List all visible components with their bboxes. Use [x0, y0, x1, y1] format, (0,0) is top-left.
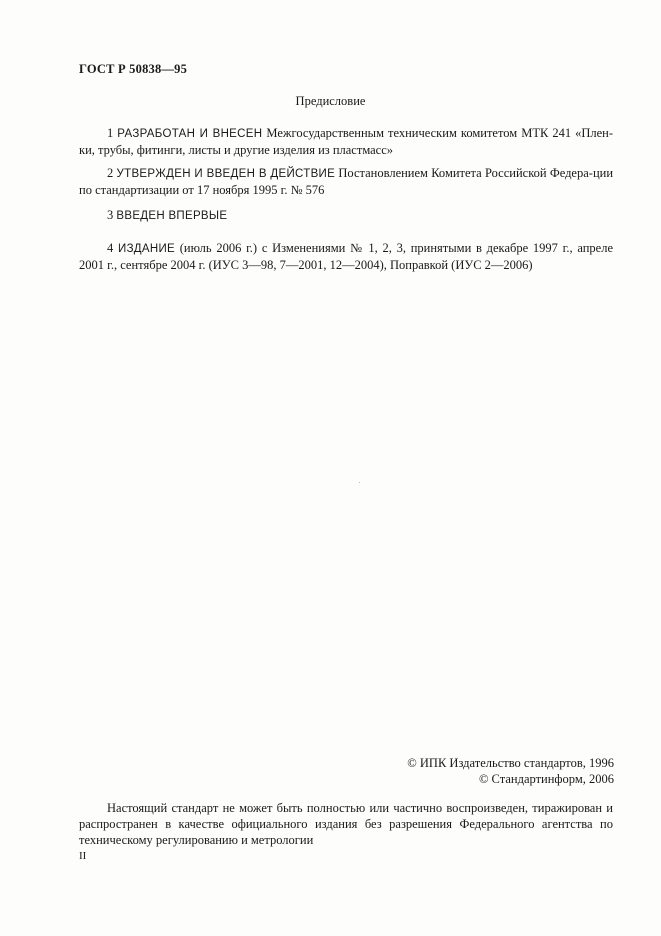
item-number: 2: [107, 166, 114, 180]
foreword-item-4: [79, 240, 613, 273]
document-code: ГОСТ Р 50838—95: [79, 62, 188, 76]
scan-speck: [359, 482, 360, 483]
item-text: (июль 2006 г.) с Изменениями № 1, 2, 3, принятыми в декабре 1997 г., апреле 2001 г., сентябре 2004 г. (ИУС 3—98, 7—2001, 12—2004), Поправкой (ИУС 2—2006): [79, 241, 614, 272]
item-text: Межгосударственным техническим комитетом МТК 241 «Плен-ки, трубы, фитинги, листы и другие изделия из пластмасс»: [79, 126, 614, 157]
page-number: II: [79, 850, 87, 862]
reproduction-notice: Настоящий стандарт не может быть полностью или частично воспроизведен, тиражирован и распространен в качестве официального издания без разрешения Федерального агентства по техническому регулированию и метрологии: [79, 801, 613, 847]
item-number: 4: [107, 241, 114, 255]
section-heading: Предисловие: [295, 94, 366, 108]
item-number: 3: [107, 208, 114, 222]
copyright-line-2: © Стандартинформ, 2006: [478, 772, 614, 786]
foreword-item-1: [79, 125, 613, 158]
item-number: 1: [107, 126, 114, 140]
copyright-line-1: © ИПК Издательство стандартов, 1996: [407, 756, 614, 770]
item-text: Постановлением Комитета Российской Федера-ции по стандартизации от 17 ноября 1995 г. № 576: [79, 166, 614, 197]
item-label: РАЗРАБОТАН И ВНЕСЕН: [117, 128, 263, 140]
copyright-block: [407, 755, 614, 787]
foreword-item-2: [79, 165, 613, 198]
item-label: УТВЕРЖДЕН И ВВЕДЕН В ДЕЙСТВИЕ: [116, 168, 336, 180]
item-label: ИЗДАНИЕ: [118, 243, 176, 255]
foreword-item-3: [79, 207, 613, 224]
item-label: ВВЕДЕН ВПЕРВЫЕ: [116, 210, 228, 222]
